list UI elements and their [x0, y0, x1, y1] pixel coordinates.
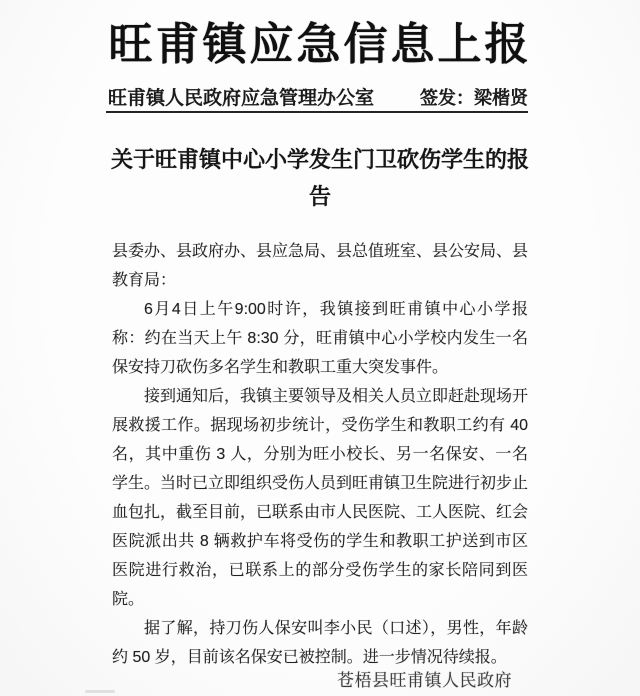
paragraph: 接到通知后，我镇主要领导及相关人员立即赶赴现场开展救援工作。据现场初步统计，受伤学生和教职工约有 40 名，其中重伤 3 人，分别为旺小校长、另一名保安、一名学生。当时已立即组织受伤人员到旺甫镇卫生院进行初步止血包扎，截至目前，已联系由市人民医院、工人医院、红会医院派出共 8 辆救护车将受伤的学生和教职工护送到市区医院进行救治，已联系上的部分受伤学生的家长陪同到医院。 — [112, 388, 529, 608]
masthead-title: 旺甫镇应急信息上报 — [108, 20, 532, 69]
issuer-row — [108, 83, 528, 110]
signer-label: 签发：梁楷贤 — [420, 88, 528, 108]
photo-smudge-artifact — [85, 690, 115, 693]
issuing-office: 旺甫镇人民政府应急管理办公室 — [108, 88, 375, 109]
paragraph: 据了解，持刀伤人保安叫李小民（口述），男性，年龄约 50 岁，目前该名保安已被控制。进一步情况待续报。 — [112, 620, 528, 666]
signature: 苍梧县旺甫镇人民政府 — [337, 671, 512, 690]
divider-line — [106, 111, 528, 113]
report-body — [112, 237, 528, 672]
report-title: 关于旺甫镇中心小学发生门卫砍伤学生的报告 — [110, 147, 529, 209]
recipients-line: 县委办、县政府办、县应急局、县总值班室、县公安局、县教育局： — [112, 243, 529, 289]
paragraph: 6月4日上午9:00时许，我镇接到旺甫镇中心小学报称：约在当天上午 8:30 分，旺甫镇中心小学校内发生一名保安持刀砍伤多名学生和教职工重大突发事件。 — [112, 301, 528, 376]
